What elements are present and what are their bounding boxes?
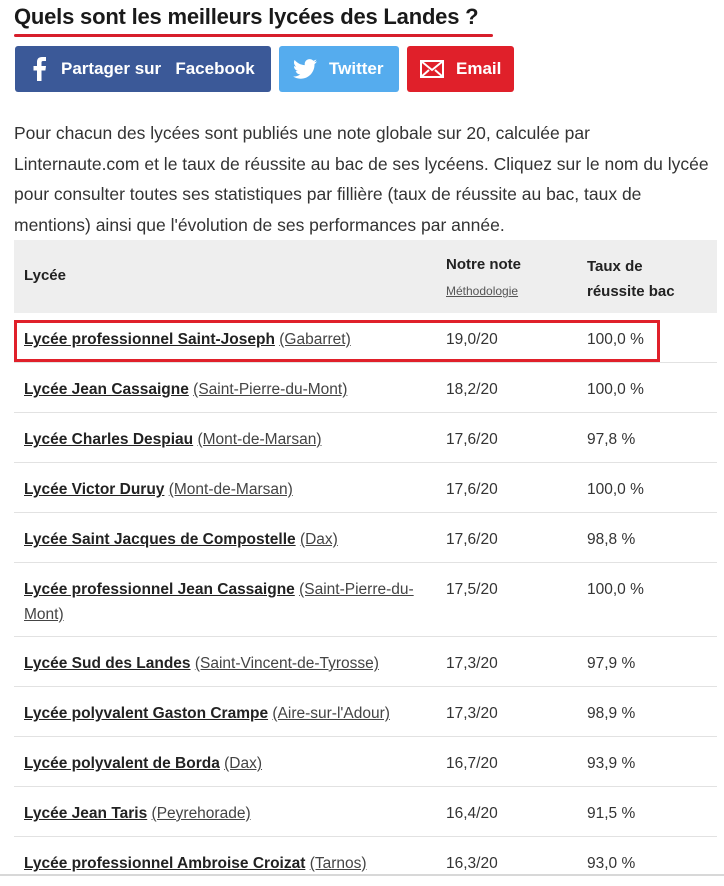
table-row bbox=[14, 413, 717, 463]
twitter-share-label: Twitter bbox=[329, 59, 384, 78]
lycee-link[interactable]: Lycée Jean Cassaigne bbox=[24, 381, 189, 398]
note-cell: 16,3/20 bbox=[446, 855, 498, 872]
city-link[interactable]: (Dax) bbox=[299, 531, 338, 548]
table-row bbox=[14, 637, 717, 687]
note-cell: 18,2/20 bbox=[446, 381, 498, 398]
table-header bbox=[14, 240, 717, 313]
twitter-share-button[interactable] bbox=[279, 46, 399, 92]
table-row bbox=[14, 363, 717, 413]
lycee-link[interactable]: Lycée professionnel Ambroise Croizat bbox=[24, 855, 306, 872]
note-cell: 17,6/20 bbox=[446, 481, 498, 498]
col-header-note: Notre note bbox=[446, 256, 521, 273]
note-cell: 17,3/20 bbox=[446, 655, 498, 672]
note-cell: 17,6/20 bbox=[446, 431, 498, 448]
taux-cell: 97,8 % bbox=[587, 431, 636, 448]
city-link[interactable]: (Mont-de-Marsan) bbox=[168, 481, 293, 498]
note-cell: 19,0/20 bbox=[446, 331, 498, 348]
city-link[interactable]: (Aire-sur-l'Adour) bbox=[272, 705, 390, 722]
city-link[interactable]: (Peyrehorade) bbox=[151, 805, 251, 822]
twitter-icon bbox=[293, 59, 317, 79]
lycee-link[interactable]: Lycée Sud des Landes bbox=[24, 655, 191, 672]
city-link[interactable]: (Saint-Vincent-de-Tyrosse) bbox=[194, 655, 379, 672]
lycee-link[interactable]: Lycée polyvalent de Borda bbox=[24, 755, 220, 772]
title-underline bbox=[14, 34, 493, 37]
lycee-link[interactable]: Lycée Victor Duruy bbox=[24, 481, 165, 498]
methodology-link[interactable]: Méthodologie bbox=[446, 284, 519, 298]
city-link[interactable]: (Mont-de-Marsan) bbox=[197, 431, 322, 448]
taux-cell: 93,9 % bbox=[587, 755, 636, 772]
city-link[interactable]: (Dax) bbox=[224, 755, 263, 772]
envelope-icon bbox=[420, 60, 444, 78]
page-title: Quels sont les meilleurs lycées des Landes ? bbox=[14, 4, 479, 29]
table-row bbox=[14, 563, 717, 637]
taux-cell: 97,9 % bbox=[587, 655, 636, 672]
note-cell: 16,4/20 bbox=[446, 805, 498, 822]
lycee-link[interactable]: Lycée Saint Jacques de Compostelle bbox=[24, 531, 296, 548]
lycee-link[interactable]: Lycée professionnel Saint-Joseph bbox=[24, 331, 275, 348]
col-header-lycee: Lycée bbox=[24, 267, 66, 284]
city-link[interactable]: (Saint-Pierre-du-Mont) bbox=[24, 581, 414, 623]
lycee-link[interactable]: Lycée polyvalent Gaston Crampe bbox=[24, 705, 269, 722]
intro-paragraph: Pour chacun des lycées sont publiés une note globale sur 20, calculée par Linternaute.com et le taux de réussite au bac de ses lycéens. Cliquez sur le nom du lycée pour consulter toutes ses statistiques par fillière (taux de réussite au bac, taux de mentions) ainsi que l'évolution de ses performances par année. bbox=[14, 123, 709, 235]
taux-cell: 100,0 % bbox=[587, 481, 644, 498]
taux-cell: 100,0 % bbox=[587, 331, 644, 348]
note-cell: 17,3/20 bbox=[446, 705, 498, 722]
note-cell: 17,5/20 bbox=[446, 581, 498, 598]
table-row bbox=[14, 313, 717, 363]
taux-cell: 93,0 % bbox=[587, 855, 636, 872]
facebook-icon bbox=[29, 57, 49, 81]
lycee-link[interactable]: Lycée Charles Despiau bbox=[24, 431, 194, 448]
lycee-link[interactable]: Lycée Jean Taris bbox=[24, 805, 148, 822]
table-row bbox=[14, 687, 717, 737]
facebook-share-label: Partager sur Facebook bbox=[61, 59, 255, 78]
email-share-label: Email bbox=[456, 59, 502, 78]
note-cell: 17,6/20 bbox=[446, 531, 498, 548]
lycee-link[interactable]: Lycée professionnel Jean Cassaigne bbox=[24, 581, 295, 598]
city-link[interactable]: (Tarnos) bbox=[309, 855, 367, 872]
city-link[interactable]: (Saint-Pierre-du-Mont) bbox=[193, 381, 348, 398]
email-share-button[interactable] bbox=[407, 46, 514, 92]
table-row bbox=[14, 513, 717, 563]
taux-cell: 98,8 % bbox=[587, 531, 636, 548]
facebook-share-button[interactable] bbox=[15, 46, 271, 92]
note-cell: 16,7/20 bbox=[446, 755, 498, 772]
col-header-taux: Taux de réussite bac bbox=[587, 258, 675, 300]
table-row bbox=[14, 463, 717, 513]
lycees-table bbox=[14, 240, 717, 886]
table-row bbox=[14, 837, 717, 886]
taux-cell: 91,5 % bbox=[587, 805, 636, 822]
taux-cell: 100,0 % bbox=[587, 581, 644, 598]
table-row bbox=[14, 737, 717, 787]
taux-cell: 100,0 % bbox=[587, 381, 644, 398]
table-row bbox=[14, 787, 717, 837]
city-link[interactable]: (Gabarret) bbox=[279, 331, 351, 348]
taux-cell: 98,9 % bbox=[587, 705, 636, 722]
